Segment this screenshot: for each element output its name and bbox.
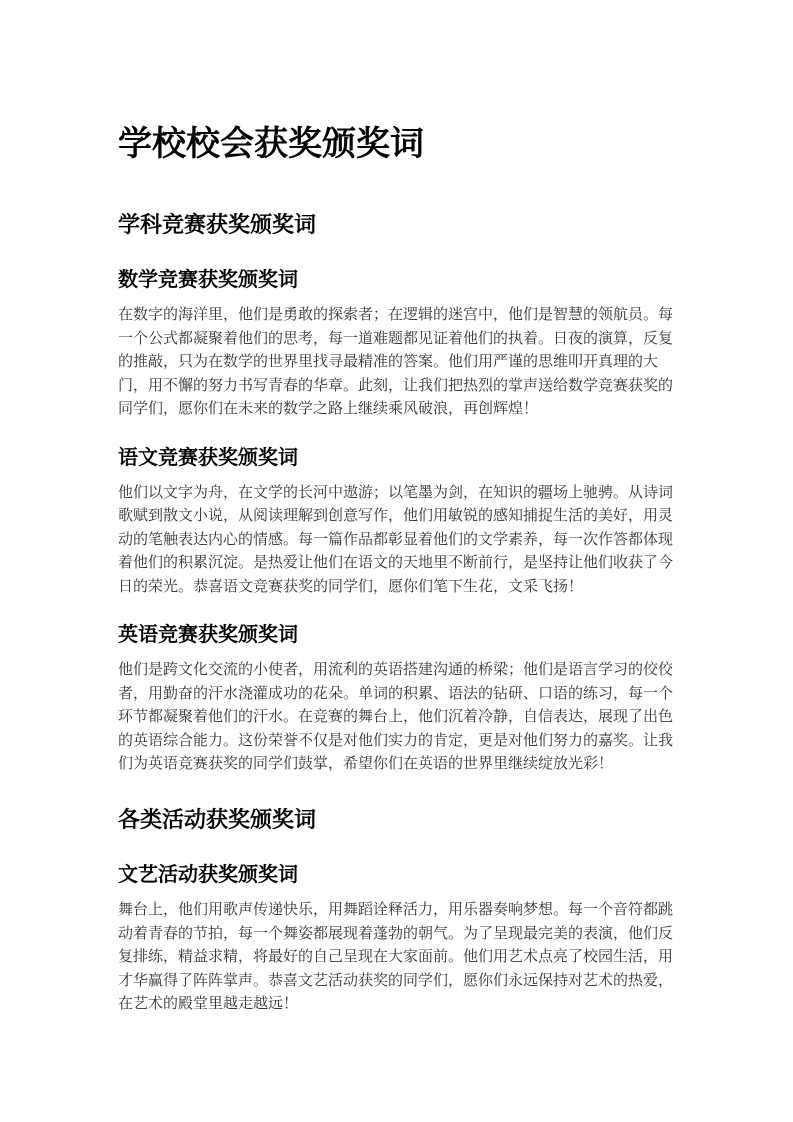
document-title: 学校校会获奖颁奖词 xyxy=(118,125,424,163)
speech-paragraph-arts: 舞台上，他们用歌声传递快乐，用舞蹈诠释活力，用乐器奏响梦想。每一个音符都跳动着青春的节拍，每一个舞姿都展现着蓬勃的朝气。为了呈现最完美的表演，他们反复排练，精益求精，将最好的自己呈现在大家面前。他们用艺术点亮了校园生活，用才华赢得了阵阵掌声。恭喜文艺活动获奖的同学们，愿你们永远保持对艺术的热爱，在艺术的殿堂里越走越远！ xyxy=(118,901,674,1013)
subsection-heading-arts: 文艺活动获奖颁奖词 xyxy=(118,864,298,887)
section-activities xyxy=(118,806,675,1016)
subsection-math-competition xyxy=(118,267,675,421)
speech-paragraph-english: 他们是跨文化交流的小使者，用流利的英语搭建沟通的桥梁；他们是语言学习的佼佼者，用勤奋的汗水浇灌成功的花朵。单词的积累、语法的钻研、口语的练习，每一个环节都凝聚着他们的汗水。在竞赛的舞台上，他们沉着冷静，自信表达，展现了出色的英语综合能力。这份荣誉不仅是对他们实力的肯定，更是对他们努力的嘉奖。让我们为英语竞赛获奖的同学们鼓掌，希望你们在英语的世界里继续绽放光彩！ xyxy=(118,661,674,773)
subsection-arts-activity xyxy=(118,862,675,1016)
subsection-chinese-competition xyxy=(118,445,675,599)
subsection-heading-math: 数学竞赛获奖颁奖词 xyxy=(118,269,298,292)
subsection-heading-english: 英语竞赛获奖颁奖词 xyxy=(118,624,298,647)
speech-paragraph-chinese: 他们以文字为舟，在文学的长河中遨游；以笔墨为剑，在知识的疆场上驰骋。从诗词歌赋到散文小说，从阅读理解到创意写作，他们用敏锐的感知捕捉生活的美好，用灵动的笔触表达内心的情感。每一篇作品都彰显着他们的文学素养，每一次作答都体现着他们的积累沉淀。是热爱让他们在语文的天地里不断前行，是坚持让他们收获了今日的荣光。恭喜语文竞赛获奖的同学们，愿你们笔下生花，文采飞扬！ xyxy=(118,483,674,595)
speech-paragraph-math: 在数字的海洋里，他们是勇敢的探索者；在逻辑的迷宫中，他们是智慧的领航员。每一个公式都凝聚着他们的思考，每一道难题都见证着他们的执着。日夜的演算，反复的推敲，只为在数学的世界里找寻最精准的答案。他们用严谨的思维叩开真理的大门，用不懈的努力书写青春的华章。此刻，让我们把热烈的掌声送给数学竞赛获奖的同学们，愿你们在未来的数学之路上继续乘风破浪，再创辉煌！ xyxy=(118,306,674,418)
section-subject-competitions xyxy=(118,211,675,776)
section-heading-activities: 各类活动获奖颁奖词 xyxy=(118,806,317,832)
subsection-heading-chinese: 语文竞赛获奖颁奖词 xyxy=(118,446,298,469)
subsection-english-competition xyxy=(118,622,675,776)
section-heading-subject-competitions: 学科竞赛获奖颁奖词 xyxy=(118,211,317,237)
